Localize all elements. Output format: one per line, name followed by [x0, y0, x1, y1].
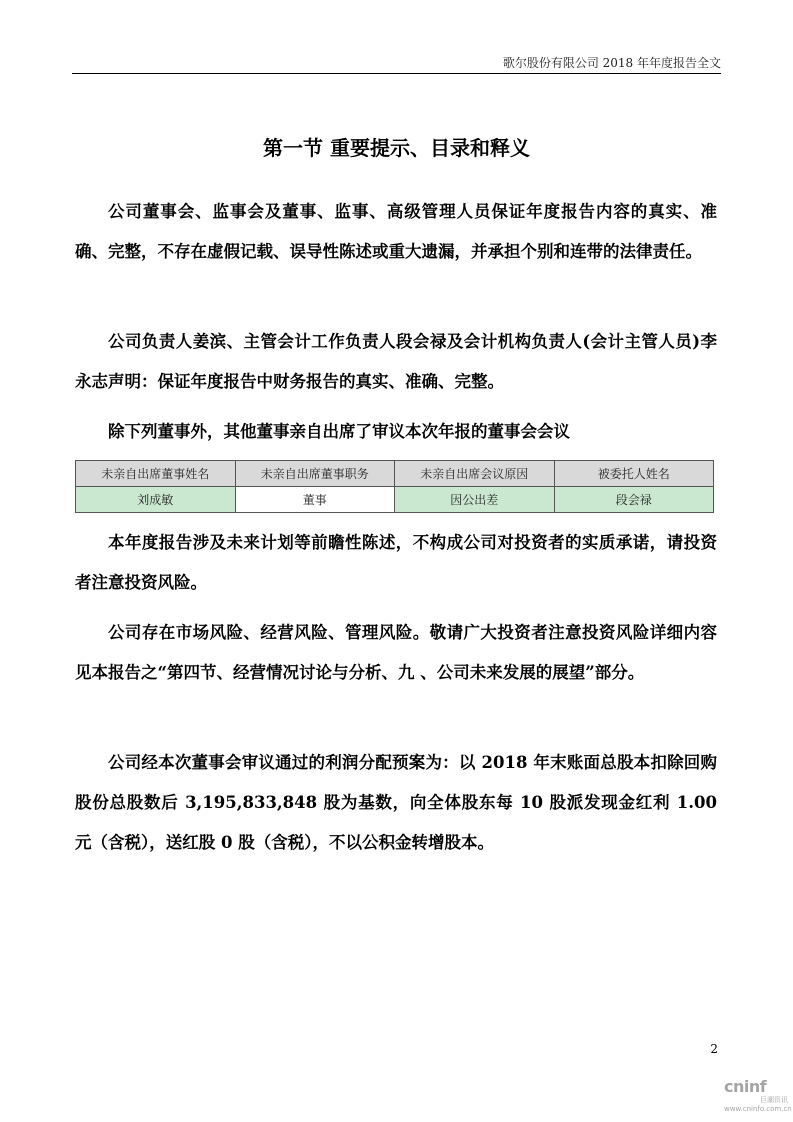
paragraph-board-guarantee: 公司董事会、监事会及董事、监事、高级管理人员保证年度报告内容的真实、准确、完整，不存在虚假记载、误导性陈述或重大遗漏，并承担个别和连带的法律责任。	[75, 202, 717, 261]
absent-directors-table	[75, 460, 714, 513]
table-header-cell: 被委托人姓名	[554, 461, 714, 487]
logo-subtitle: 巨潮资讯	[760, 1096, 788, 1104]
table-cell-name: 刘成敏	[76, 487, 236, 513]
paragraph-officers-statement: 公司负责人姜滨、主管会计工作负责人段会禄及会计机构负责人(会计主管人员)李永志声明：保证年度报告中财务报告的真实、准确、完整。	[75, 332, 717, 391]
paragraph-risk-notice: 公司存在市场风险、经营风险、管理风险。敬请广大投资者注意投资风险详细内容见本报告之“第四节、经营情况讨论与分析、九 、公司未来发展的展望”部分。	[75, 623, 717, 682]
paragraph-dividend-plan: 公司经本次董事会审议通过的利润分配预案为：以 2018 年末账面总股本扣除回购股份总股数后 3,195,833,848 股为基数，向全体股东每 10 股派发现金红利 1.00 元（含税），送红股 0 股（含税），不以公积金转增股本。	[75, 753, 717, 852]
section-title: 第一节 重要提示、目录和释义	[263, 136, 530, 160]
paragraph-absent-directors: 除下列董事外，其他董事亲自出席了审议本次年报的董事会会议	[108, 422, 570, 441]
paragraph-forward-looking: 本年度报告涉及未来计划等前瞻性陈述，不构成公司对投资者的实质承诺，请投资者注意投资风险。	[75, 533, 717, 592]
cninfo-logo	[724, 1077, 792, 1118]
table-cell-position: 董事	[235, 487, 395, 513]
header-divider	[72, 73, 721, 74]
table-cell-proxy: 段会禄	[554, 487, 714, 513]
logo-url: www.cninfo.com.cn	[724, 1105, 792, 1113]
table-cell-reason: 因公出差	[395, 487, 555, 513]
page-header: 歌尔股份有限公司 2018 年年度报告全文	[502, 56, 721, 70]
table-header-cell: 未亲自出席董事职务	[235, 461, 395, 487]
logo-text: cninf	[724, 1077, 767, 1096]
table-row	[76, 487, 714, 513]
table-header-cell: 未亲自出席会议原因	[395, 461, 555, 487]
table-header-cell: 未亲自出席董事姓名	[76, 461, 236, 487]
table-header-row	[76, 461, 714, 487]
page-number: 2	[710, 1042, 718, 1056]
